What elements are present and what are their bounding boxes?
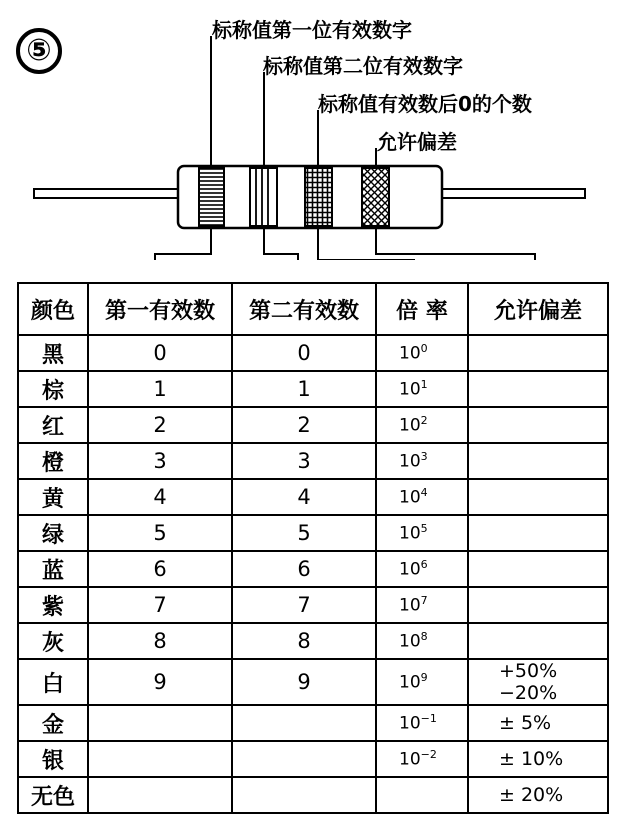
- tolerance-cell: [468, 551, 608, 587]
- color-cell: 黄: [18, 479, 88, 515]
- multiplier-cell: [376, 371, 468, 407]
- tolerance-cell: [468, 515, 608, 551]
- tolerance-cell: ± 20%: [468, 777, 608, 813]
- table-row: [18, 777, 608, 813]
- band-second-digit: [250, 168, 277, 226]
- tolerance-cell: [468, 479, 608, 515]
- second-digit-cell: 5: [232, 515, 376, 551]
- first-digit-cell: 9: [88, 659, 232, 705]
- multiplier-base: 10: [399, 559, 421, 580]
- second-digit-cell: 6: [232, 551, 376, 587]
- second-digit-cell: 7: [232, 587, 376, 623]
- multiplier-cell: [376, 659, 468, 705]
- color-cell: 白: [18, 659, 88, 705]
- color-cell: 无色: [18, 777, 88, 813]
- first-digit-cell: 3: [88, 443, 232, 479]
- color-cell: 紫: [18, 587, 88, 623]
- multiplier-exponent: 5: [420, 522, 428, 536]
- multiplier-exponent: 9: [420, 671, 428, 685]
- band-first-digit: [199, 168, 224, 226]
- multiplier-base: 10: [399, 343, 421, 364]
- first-digit-cell: 5: [88, 515, 232, 551]
- multiplier-exponent: 2: [420, 414, 428, 428]
- multiplier-exponent: 1: [420, 378, 428, 392]
- second-digit-cell: [232, 705, 376, 741]
- header-first-digit: 第一有效数: [88, 283, 232, 335]
- first-digit-cell: 4: [88, 479, 232, 515]
- color-cell: 金: [18, 705, 88, 741]
- resistor-lead-right: [440, 189, 585, 198]
- multiplier-cell: [376, 777, 468, 813]
- tolerance-cell: [468, 335, 608, 371]
- color-cell: 红: [18, 407, 88, 443]
- second-digit-cell: 4: [232, 479, 376, 515]
- multiplier-base: 10: [399, 595, 421, 616]
- header-tolerance: 允许偏差: [468, 283, 608, 335]
- header-color: 颜色: [18, 283, 88, 335]
- second-digit-cell: 1: [232, 371, 376, 407]
- multiplier-base: 10: [399, 415, 421, 436]
- multiplier-exponent: 7: [420, 594, 428, 608]
- multiplier-cell: [376, 587, 468, 623]
- table-row: [18, 515, 608, 551]
- color-code-table: [17, 282, 609, 814]
- table-header-row: [18, 283, 608, 335]
- multiplier-exponent: 6: [420, 558, 428, 572]
- tolerance-cell: ± 10%: [468, 741, 608, 777]
- color-cell: 绿: [18, 515, 88, 551]
- header-multiplier: 倍 率: [376, 283, 468, 335]
- second-digit-cell: 3: [232, 443, 376, 479]
- first-digit-cell: 8: [88, 623, 232, 659]
- table-row: [18, 587, 608, 623]
- color-cell: 橙: [18, 443, 88, 479]
- color-cell: 黑: [18, 335, 88, 371]
- first-digit-cell: 1: [88, 371, 232, 407]
- tolerance-cell: [468, 443, 608, 479]
- figure-number-badge: ⑤: [16, 28, 62, 74]
- band-tolerance: [362, 168, 389, 226]
- first-digit-cell: 2: [88, 407, 232, 443]
- second-digit-cell: 0: [232, 335, 376, 371]
- first-digit-cell: 6: [88, 551, 232, 587]
- first-digit-cell: [88, 705, 232, 741]
- color-cell: 灰: [18, 623, 88, 659]
- tolerance-cell: [468, 587, 608, 623]
- second-digit-cell: 8: [232, 623, 376, 659]
- multiplier-exponent: −1: [420, 712, 437, 726]
- table-row: [18, 659, 608, 705]
- label-zeros: 标称值有效数后0的个数: [318, 92, 532, 116]
- multiplier-base: 10: [399, 523, 421, 544]
- multiplier-base: 10: [399, 487, 421, 508]
- table-row: [18, 705, 608, 741]
- table-row: [18, 551, 608, 587]
- resistor-diagram: [0, 0, 618, 260]
- multiplier-exponent: 0: [420, 342, 428, 356]
- color-cell: 银: [18, 741, 88, 777]
- multiplier-base: 10: [399, 672, 421, 693]
- multiplier-exponent: 8: [420, 630, 428, 644]
- label-second-digit: 标称值第二位有效数字: [263, 54, 463, 78]
- multiplier-exponent: 4: [420, 486, 428, 500]
- multiplier-base: 10: [399, 631, 421, 652]
- first-digit-cell: 7: [88, 587, 232, 623]
- multiplier-base: 10: [399, 451, 421, 472]
- multiplier-cell: [376, 515, 468, 551]
- first-digit-cell: [88, 777, 232, 813]
- tolerance-cell: [468, 371, 608, 407]
- table-row: [18, 623, 608, 659]
- tolerance-cell: ± 5%: [468, 705, 608, 741]
- tolerance-cell: [468, 407, 608, 443]
- multiplier-exponent: −2: [420, 748, 437, 762]
- multiplier-cell: [376, 407, 468, 443]
- multiplier-cell: [376, 443, 468, 479]
- color-cell: 棕: [18, 371, 88, 407]
- multiplier-cell: [376, 623, 468, 659]
- header-second-digit: 第二有效数: [232, 283, 376, 335]
- tolerance-cell: [468, 623, 608, 659]
- label-tolerance: 允许偏差: [377, 130, 457, 154]
- table-row: [18, 407, 608, 443]
- table-row: [18, 443, 608, 479]
- multiplier-base: 10: [399, 379, 421, 400]
- multiplier-cell: [376, 705, 468, 741]
- first-digit-cell: [88, 741, 232, 777]
- second-digit-cell: [232, 741, 376, 777]
- multiplier-cell: [376, 479, 468, 515]
- multiplier-base: 10: [399, 749, 421, 770]
- second-digit-cell: [232, 777, 376, 813]
- band-multiplier: [305, 168, 332, 226]
- multiplier-cell: [376, 741, 468, 777]
- second-digit-cell: 9: [232, 659, 376, 705]
- table-row: [18, 371, 608, 407]
- tolerance-cell: +50% −20%: [468, 659, 608, 705]
- multiplier-cell: [376, 551, 468, 587]
- table-row: [18, 741, 608, 777]
- color-cell: 蓝: [18, 551, 88, 587]
- second-digit-cell: 2: [232, 407, 376, 443]
- table-row: [18, 335, 608, 371]
- multiplier-exponent: 3: [420, 450, 428, 464]
- first-digit-cell: 0: [88, 335, 232, 371]
- multiplier-cell: [376, 335, 468, 371]
- resistor-lead-left: [34, 189, 179, 198]
- label-first-digit: 标称值第一位有效数字: [212, 18, 412, 42]
- multiplier-base: 10: [399, 713, 421, 734]
- table-row: [18, 479, 608, 515]
